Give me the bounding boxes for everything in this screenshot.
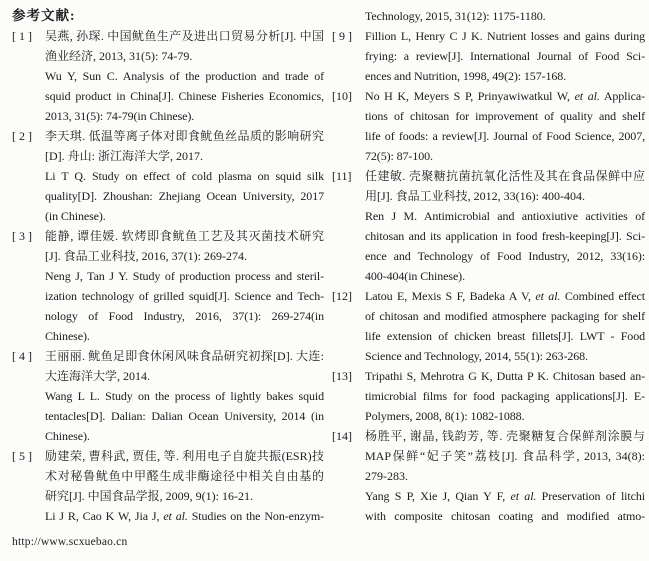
reference-number: [ 3 ]	[12, 229, 32, 243]
reference-number: [ 1 ]	[12, 29, 32, 43]
reference-text	[365, 166, 645, 286]
reference-item	[332, 86, 645, 166]
reference-line: [J]. 食品工业科技, 2016, 37(1): 269-274.	[45, 249, 247, 263]
reference-number	[332, 6, 365, 26]
reference-line: ization technology of grilled squid[J]. Science and Tech-	[45, 289, 324, 303]
reference-line: Ren J M. Antimicrobial and antioxiutive activities of	[365, 209, 645, 223]
reference-text	[365, 26, 645, 86]
reference-line: Li J R, Cao K W, Jia J, et al. Studies on the Non-enzym-	[45, 509, 324, 523]
reference-item	[332, 426, 645, 526]
references-heading: 参考文献:	[12, 8, 76, 23]
reference-list-left	[12, 26, 324, 526]
reference-number: [13]	[332, 369, 352, 383]
reference-text	[45, 226, 324, 346]
reference-line: (in Chinese).	[45, 209, 106, 223]
reference-item	[332, 166, 645, 286]
reference-number: [ 5 ]	[12, 449, 32, 463]
reference-line: [D]. 舟山: 浙江海洋大学, 2017.	[45, 149, 203, 163]
reference-text	[45, 26, 324, 126]
reference-line: 励建荣, 曹科武, 贾佳, 等. 利用电子自旋共振(ESR)技	[45, 449, 324, 463]
reference-line: Latou E, Mexis S F, Badeka A V, et al. Combined effect	[365, 289, 645, 303]
reference-line: nology of Food Industry, 2016, 37(1): 269-274(in	[45, 309, 324, 323]
reference-line: frying: a review[J]. International Journal of Food Sci-	[365, 49, 645, 63]
reference-line: Technology, 2015, 31(12): 1175-1180.	[365, 9, 546, 23]
reference-number: [10]	[332, 89, 352, 103]
reference-line: 李天琪. 低温等离子体对即食鱿鱼丝品质的影响研究	[45, 129, 324, 143]
reference-number: [ 2 ]	[12, 129, 32, 143]
reference-item	[332, 6, 645, 26]
reference-line: chitosan and its application in food fresh-keeping[J]. Sci-	[365, 229, 645, 243]
references-left-column	[12, 6, 324, 526]
reference-line: 能静, 谭佳媛. 软烤即食鱿鱼工艺及其灭菌技术研究	[45, 229, 324, 243]
reference-line: tions of chitosan for improvement of quality and shelf	[365, 109, 645, 123]
reference-number: [12]	[332, 289, 352, 303]
reference-line: of chitosan and modified atmosphere packaging for shelf	[365, 309, 645, 323]
reference-line: quality[D]. Zhoushan: Zhejiang Ocean University, 2017	[45, 189, 324, 203]
reference-line: Polymers, 2008, 8(1): 1082-1088.	[365, 409, 525, 423]
reference-line: 2013, 31(5): 74-79(in Chinese).	[45, 109, 195, 123]
reference-text	[365, 426, 645, 526]
reference-line: Chinese).	[45, 329, 90, 343]
reference-item	[332, 286, 645, 366]
reference-line: life of foods: a review[J]. Journal of Food Science, 2007,	[365, 129, 645, 143]
reference-line: Yang S P, Xie J, Qian Y F, et al. Preservation of litchi	[365, 489, 646, 503]
reference-text	[45, 346, 324, 446]
reference-line: ence and Technology of Food Industry, 2012, 33(16):	[365, 249, 645, 263]
reference-line: Science and Technology, 2014, 55(1): 263-268.	[365, 349, 588, 363]
reference-line: with composite chitosan coating and modified atmo-	[365, 509, 645, 523]
reference-number: [11]	[332, 169, 352, 183]
reference-line: Neng J, Tan J Y. Study of production process and steril-	[45, 269, 324, 283]
reference-line: 用[J]. 食品工业科技, 2012, 33(16): 400-404.	[365, 189, 585, 203]
reference-line: tentacles[D]. Dalian: Dalian Ocean University, 2014 (in	[45, 409, 324, 423]
reference-number: [ 4 ]	[12, 349, 32, 363]
reference-line: 任建敏. 壳聚糖抗菌抗氧化活性及其在食品保鲜中应	[365, 169, 645, 183]
reference-item	[12, 126, 324, 226]
reference-line: 术对秘鲁鱿鱼中甲醛生成非酶途径中相关自由基的	[45, 469, 324, 483]
reference-line: MAP保鲜“妃子笑”荔枝[J]. 食品科学, 2013, 34(8):	[365, 449, 645, 463]
references-right-column	[332, 6, 645, 526]
reference-line: 杨胜平, 谢晶, 钱韵芳, 等. 壳聚糖复合保鲜剂涂膜与	[365, 429, 645, 443]
reference-line: 72(5): 87-100.	[365, 149, 433, 163]
reference-list-right	[332, 6, 645, 526]
reference-line: Tripathi S, Mehrotra G K, Dutta P K. Chitosan based an-	[365, 369, 645, 383]
reference-line: 279-283.	[365, 469, 408, 483]
reference-line: Fillion L, Henry C J K. Nutrient losses and gains during	[365, 29, 645, 43]
reference-text	[365, 86, 645, 166]
reference-line: 研究[J]. 中国食品学报, 2009, 9(1): 16-21.	[45, 489, 253, 503]
reference-line: life extension of chicken breast fillets[J]. LWT - Food	[365, 329, 645, 343]
reference-line: 王丽丽. 鱿鱼足即食休闲风味食品研究初探[D]. 大连:	[45, 349, 324, 363]
reference-text	[365, 6, 645, 26]
reference-line: Li T Q. Study on effect of cold plasma on squid silk	[45, 169, 324, 183]
reference-item	[332, 26, 645, 86]
reference-line: Chinese).	[45, 429, 90, 443]
reference-item	[12, 346, 324, 446]
reference-item	[12, 226, 324, 346]
reference-item	[12, 26, 324, 126]
reference-number: [14]	[332, 429, 352, 443]
reference-text	[365, 366, 645, 426]
reference-text	[45, 446, 324, 526]
reference-number: [ 9 ]	[332, 29, 352, 43]
reference-text	[45, 126, 324, 226]
reference-line: 400-404(in Chinese).	[365, 269, 465, 283]
reference-line: Wang L L. Study on the process of lightly bakes squid	[45, 389, 324, 403]
reference-line: 渔业经济, 2013, 31(5): 74-79.	[45, 49, 193, 63]
reference-line: No H K, Meyers S P, Prinyawiwatkul W, et al. Applica-	[365, 89, 645, 103]
reference-line: squid product in China[J]. Chinese Fisheries Economics,	[45, 89, 324, 103]
footer-url: http://www.scxuebao.cn	[12, 536, 128, 548]
reference-text	[365, 286, 645, 366]
reference-item	[332, 366, 645, 426]
reference-item	[12, 446, 324, 526]
reference-line: ences and Nutrition, 1998, 49(2): 157-168.	[365, 69, 567, 83]
reference-line: 吴燕, 孙琛. 中国鱿鱼生产及进出口贸易分析[J]. 中国	[45, 29, 324, 43]
reference-line: 大连海洋大学, 2014.	[45, 369, 151, 383]
reference-line: timicrobial films for food packaging applications[J]. E-	[365, 389, 645, 403]
reference-line: Wu Y, Sun C. Analysis of the production and trade of	[45, 69, 324, 83]
